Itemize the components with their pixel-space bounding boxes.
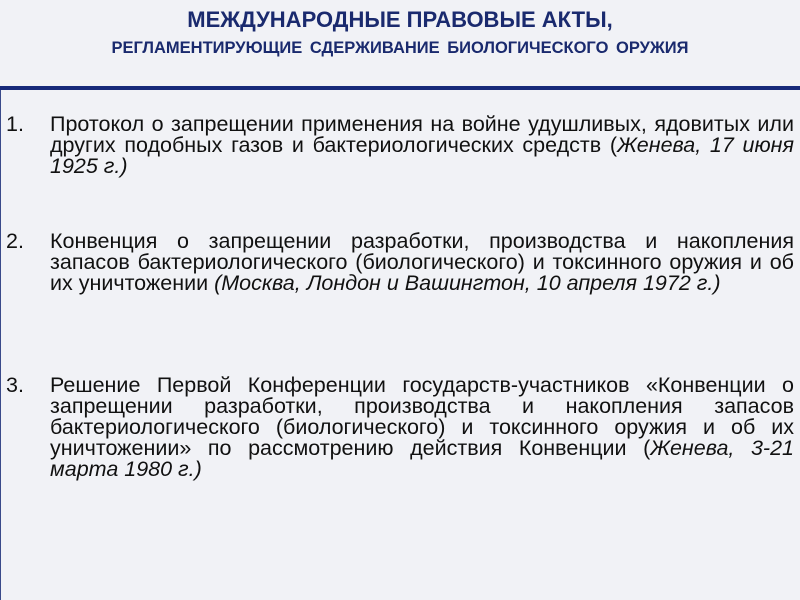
list-item-number: 1.: [6, 112, 24, 136]
list-item-text: [50, 231, 794, 294]
left-border: [0, 90, 1, 600]
list-item-place: Женева, 3-21 марта 1980 г.): [50, 436, 794, 481]
list-item: [6, 114, 794, 177]
list-item-place: (Москва, Лондон и Вашингтон, 10 апреля 1972 г.): [214, 271, 721, 295]
list-item-body: Конвенция о запрещении разработки, производства и накопления запасов бактериологического (биологического) и токсинного оружия и об их уничтожении: [50, 229, 794, 295]
page-title: МЕЖДУНАРОДНЫЕ ПРАВОВЫЕ АКТЫ,: [187, 7, 613, 32]
list-item-text: [50, 375, 794, 480]
list-item: [6, 375, 794, 480]
list-item-number: 3.: [6, 373, 24, 397]
list-item-body: Протокол о запрещении применения на войне удушливых, ядовитых или других подобных газов и бактериологических средств (: [50, 112, 794, 157]
page-subtitle: РЕГЛАМЕНТИРУЮЩИЕ СДЕРЖИВАНИЕ БИОЛОГИЧЕСКОГО ОРУЖИЯ: [111, 39, 689, 57]
slide-header: [0, 0, 800, 86]
list-item: [6, 231, 794, 294]
list-item-number: 2.: [6, 229, 24, 253]
list-item-place: Женева, 17 июня 1925 г.): [50, 133, 794, 178]
list-item-body: Решение Первой Конференции государств-участников «Конвенции о запрещении разработки, производства и накопления запасов бактериологического (биологического) и токсинного оружия и об их уничтожении» по рассмотрению действия Конвенции (: [50, 373, 794, 460]
header-divider: [0, 86, 800, 90]
list-item-text: [50, 114, 794, 177]
